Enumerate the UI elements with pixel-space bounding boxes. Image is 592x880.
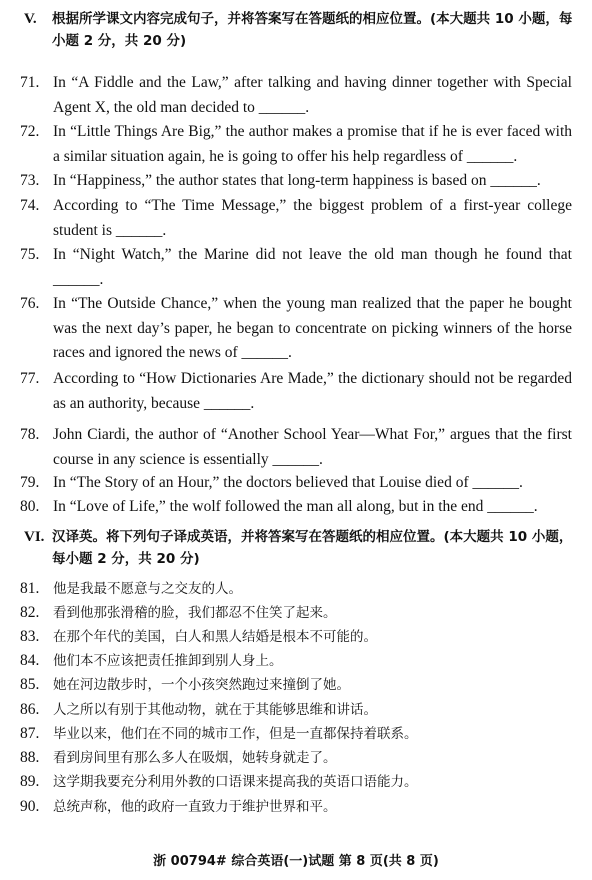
question-text: According to “The Time Message,” the biggest problem of a first-year college student is ______.: [53, 197, 572, 239]
question-number: 76.: [20, 295, 40, 312]
question-79: [20, 471, 572, 496]
question-73: [20, 169, 572, 194]
question-text: 看到他那张滑稽的脸，我们都忍不住笑了起来。: [53, 605, 337, 621]
question-number: 81.: [20, 580, 40, 597]
question-text: In “Night Watch,” the Marine did not leave the old man though he found that ______.: [53, 246, 572, 288]
question-number: 90.: [20, 798, 40, 815]
question-number: 83.: [20, 628, 40, 645]
question-text: In “The Story of an Hour,” the doctors believed that Louise died of ______.: [53, 474, 523, 491]
question-86: [20, 698, 572, 723]
question-76: [20, 292, 572, 366]
question-85: [20, 673, 572, 698]
section-instructions: 根据所学课文内容完成句子，并将答案写在答题纸的相应位置。(本大题共 10 小题，每小题 2 分，共 20 分): [52, 11, 573, 49]
question-72: [20, 120, 572, 169]
question-number: 84.: [20, 652, 40, 669]
question-text: In “Love of Life,” the wolf followed the man all along, but in the end ______.: [53, 498, 538, 515]
question-number: 82.: [20, 604, 40, 621]
question-80: [20, 495, 572, 520]
section-6-heading: [24, 526, 576, 570]
question-83: [20, 625, 572, 650]
question-number: 86.: [20, 701, 40, 718]
section-number: V.: [24, 11, 37, 27]
question-text: 他是我最不愿意与之交友的人。: [53, 581, 242, 597]
question-71: [20, 71, 572, 120]
page-footer: 浙 00794# 综合英语(一)试题 第 8 页(共 8 页): [153, 854, 439, 869]
question-text: 她在河边散步时，一个小孩突然跑过来撞倒了她。: [53, 677, 350, 693]
question-77: [20, 367, 572, 416]
question-text: In “Little Things Are Big,” the author makes a promise that if he is ever faced with a similar situation again, he is going to offer his help regardless of ______.: [53, 123, 572, 165]
question-text: John Ciardi, the author of “Another School Year—What For,” argues that the first course in any science is essentially ______.: [53, 426, 572, 468]
question-number: 77.: [20, 370, 40, 387]
question-number: 71.: [20, 74, 40, 91]
section-instructions: 汉译英。将下列句子译成英语，并将答案写在答题纸的相应位置。(本大题共 10 小题，每小题 2 分，共 20 分): [52, 529, 573, 567]
question-number: 75.: [20, 246, 40, 263]
question-number: 85.: [20, 676, 40, 693]
question-text: In “The Outside Chance,” when the young man realized that the paper he bought was the next day’s paper, he began to concentrate on picking winners of the horse races and ignored the news of ______.: [53, 295, 572, 361]
question-text: 毕业以来，他们在不同的城市工作，但是一直都保持着联系。: [53, 726, 418, 742]
question-number: 73.: [20, 172, 40, 189]
question-number: 79.: [20, 474, 40, 491]
question-text: 他们本不应该把责任推卸到别人身上。: [53, 653, 283, 669]
question-87: [20, 722, 572, 747]
question-84: [20, 649, 572, 674]
question-88: [20, 746, 572, 771]
question-number: 78.: [20, 426, 40, 443]
question-text: 这学期我要充分利用外教的口语课来提高我的英语口语能力。: [53, 774, 418, 790]
question-82: [20, 601, 572, 626]
question-text: In “Happiness,” the author states that long-term happiness is based on ______.: [53, 172, 541, 189]
section-5-heading: [24, 8, 576, 52]
question-text: According to “How Dictionaries Are Made,” the dictionary should not be regarded as an authority, because ______.: [53, 370, 572, 412]
question-81: [20, 577, 572, 602]
question-text: 总统声称，他的政府一直致力于维护世界和平。: [53, 799, 337, 815]
question-74: [20, 194, 572, 243]
question-number: 87.: [20, 725, 40, 742]
section-number: VI.: [24, 529, 45, 545]
question-text: 人之所以有别于其他动物，就在于其能够思维和讲话。: [53, 702, 377, 718]
question-89: [20, 770, 572, 795]
question-number: 88.: [20, 749, 40, 766]
question-90: [20, 795, 572, 820]
question-number: 72.: [20, 123, 40, 140]
question-number: 80.: [20, 498, 40, 515]
question-text: In “A Fiddle and the Law,” after talking and having dinner together with Special Agent X, the old man decided to ______.: [53, 74, 572, 116]
question-number: 89.: [20, 773, 40, 790]
question-78: [20, 423, 572, 472]
question-text: 看到房间里有那么多人在吸烟，她转身就走了。: [53, 750, 337, 766]
question-75: [20, 243, 572, 292]
question-text: 在那个年代的美国，白人和黑人结婚是根本不可能的。: [53, 629, 377, 645]
question-number: 74.: [20, 197, 40, 214]
